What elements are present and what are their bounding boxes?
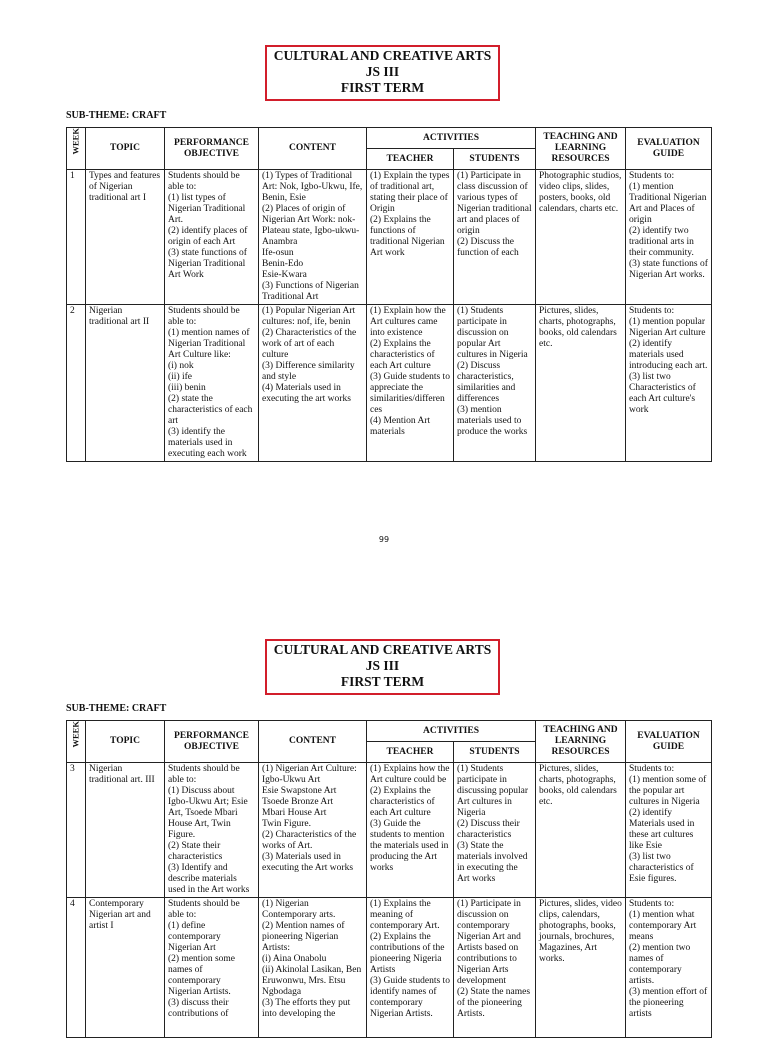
cell-week: 3: [67, 763, 86, 898]
cell-students: (1) Students participate in discussion on popular Art cultures in Nigeria (2) Discuss characteristics, similarities and differences (3) mention materials used to produce the works: [454, 305, 536, 462]
header-resources: TEACHING AND LEARNING RESOURCES: [536, 128, 626, 170]
cell-topic: Types and features of Nigerian traditional art I: [86, 170, 165, 305]
cell-objective: Students should be able to: (1) mention names of Nigerian Traditional Art Culture like: (i) nok (ii) ife (iii) benin (2) state the characteristics of each art (3) identify the materials used in executing each work: [165, 305, 259, 462]
cell-teacher: (1) Explains how the Art culture could be (2) Explains the characteristics of each Art culture (3) Guide the students to mention the materials used in producing the Art works: [367, 763, 454, 898]
table-row: [67, 305, 712, 462]
cell-topic: Nigerian traditional art. III: [86, 763, 165, 898]
cell-evaluation: Students to: (1) mention popular Nigerian Art culture (2) identify materials used introducing each art. (3) list two Characteristics of each Art culture's work: [626, 305, 712, 462]
page-title: [265, 45, 500, 101]
cell-objective: Students should be able to: (1) list types of Nigerian Traditional Art. (2) identify places of origin of each Art (3) state functions of Nigerian Traditional Art Work: [165, 170, 259, 305]
title-line: JS III: [365, 658, 400, 673]
header-content: CONTENT: [259, 721, 367, 763]
cell-topic: Nigerian traditional art II: [86, 305, 165, 462]
title-line: CULTURAL AND CREATIVE ARTS: [273, 642, 492, 657]
header-topic: TOPIC: [86, 721, 165, 763]
header-activities: ACTIVITIES: [367, 128, 536, 149]
curriculum-table: [66, 720, 712, 1038]
cell-evaluation: Students to: (1) mention Traditional Nigerian Art and Places of origin (2) identify two traditional arts in their community. (3) state functions of Nigerian Art works.: [626, 170, 712, 305]
cell-content: (1) Nigerian Art Culture: Igbo-Ukwu Art Esie Swapstone Art Tsoede Bronze Art Mbari House Art Twin Figure. (2) Characteristics of the works of Art. (3) Materials used in executing the Art works: [259, 763, 367, 898]
cell-resources: Pictures, slides, charts, photographs, books, old calendars etc.: [536, 305, 626, 462]
cell-evaluation: Students to: (1) mention some of the popular art cultures in Nigeria (2) identify Materials used in these art cultures like Esie (3) list two characteristics of Esie figures.: [626, 763, 712, 898]
header-week: WEEK: [67, 128, 86, 170]
header-evaluation: EVALUATION GUIDE: [626, 128, 712, 170]
cell-students: (1) Participate in class discussion of various types of Nigerian traditional art and places of origin (2) Discuss the function of each: [454, 170, 536, 305]
cell-week: 2: [67, 305, 86, 462]
header-teacher: TEACHER: [367, 742, 454, 763]
cell-content: (1) Popular Nigerian Art cultures: nof, ife, benin (2) Characteristics of the work of art of each culture (3) Difference similarity and style (4) Materials used in executing the art works: [259, 305, 367, 462]
header-evaluation: EVALUATION GUIDE: [626, 721, 712, 763]
header-students: STUDENTS: [454, 149, 536, 170]
header-activities: ACTIVITIES: [367, 721, 536, 742]
title-line: CULTURAL AND CREATIVE ARTS: [273, 48, 492, 63]
cell-students: (1) Participate in discussion on contemporary Nigerian Art and Artists based on contributions to Nigerian Arts development (2) State the names of the pioneering Artists.: [454, 898, 536, 1038]
curriculum-table: [66, 127, 712, 462]
cell-content: (1) Types of Traditional Art: Nok, Igbo-Ukwu, Ife, Benin, Esie (2) Places of origin of Nigerian Art Work: nok-Plateau state, Igbo-ukwu-Anambra Ife-osun Benin-Edo Esie-Kwara (3) Functions of Nigerian Traditional Art: [259, 170, 367, 305]
header-objective: PERFORMANCE OBJECTIVE: [165, 128, 259, 170]
title-line: FIRST TERM: [340, 674, 425, 689]
page-title: [265, 639, 500, 695]
subtheme-label: SUB-THEME: CRAFT: [66, 703, 167, 714]
cell-teacher: (1) Explain the types of traditional art, stating their place of Origin (2) Explains the functions of traditional Nigerian Art work: [367, 170, 454, 305]
cell-resources: Pictures, slides, video clips, calendars, photographs, books, journals, brochures, Magazines, Art works.: [536, 898, 626, 1038]
cell-objective: Students should be able to: (1) define contemporary Nigerian Art (2) mention some names of contemporary Nigerian Artists. (3) discuss their contributions of: [165, 898, 259, 1038]
cell-evaluation: Students to: (1) mention what contemporary Art means (2) mention two names of contemporary artists. (3) mention effort of the pioneering artists: [626, 898, 712, 1038]
cell-topic: Contemporary Nigerian art and artist I: [86, 898, 165, 1038]
header-week: WEEK: [67, 721, 86, 763]
cell-resources: Pictures, slides, charts, photographs, books, old calendars etc.: [536, 763, 626, 898]
title-line: FIRST TERM: [340, 80, 425, 95]
subtheme-label: SUB-THEME: CRAFT: [66, 110, 167, 121]
table-row: [67, 763, 712, 898]
cell-content: (1) Nigerian Contemporary arts. (2) Mention names of pioneering Nigerian Artists: (i) Aina Onabolu (ii) Akinolal Lasikan, Ben Eruwonwu, Mrs. Etsu Ngbodaga (3) The efforts they put into developing the: [259, 898, 367, 1038]
header-topic: TOPIC: [86, 128, 165, 170]
page-number: 99: [378, 535, 390, 544]
cell-week: 4: [67, 898, 86, 1038]
header-resources: TEACHING AND LEARNING RESOURCES: [536, 721, 626, 763]
cell-teacher: (1) Explains the meaning of contemporary Art. (2) Explains the contributions of the pioneering Nigeria Artists (3) Guide students to identify names of contemporary Nigerian Artists.: [367, 898, 454, 1038]
header-content: CONTENT: [259, 128, 367, 170]
table-row: [67, 898, 712, 1038]
header-objective: PERFORMANCE OBJECTIVE: [165, 721, 259, 763]
cell-resources: Photographic studios, video clips, slides, posters, books, old calendars, charts etc.: [536, 170, 626, 305]
cell-objective: Students should be able to: (1) Discuss about Igbo-Ukwu Art; Esie Art, Tsoede Mbari House Art, Twin Figure. (2) State their characteristics (3) Identify and describe materials used in the Art works: [165, 763, 259, 898]
cell-week: 1: [67, 170, 86, 305]
table-row: [67, 170, 712, 305]
header-teacher: TEACHER: [367, 149, 454, 170]
cell-students: (1) Students participate in discussing popular Art cultures in Nigeria (2) Discuss their characteristics (3) State the materials involved in executing the Art works: [454, 763, 536, 898]
cell-teacher: (1) Explain how the Art cultures came into existence (2) Explains the characteristics of each Art culture (3) Guide students to appreciate the similarities/differen ces (4) Mention Art materials: [367, 305, 454, 462]
title-line: JS III: [365, 64, 400, 79]
header-students: STUDENTS: [454, 742, 536, 763]
